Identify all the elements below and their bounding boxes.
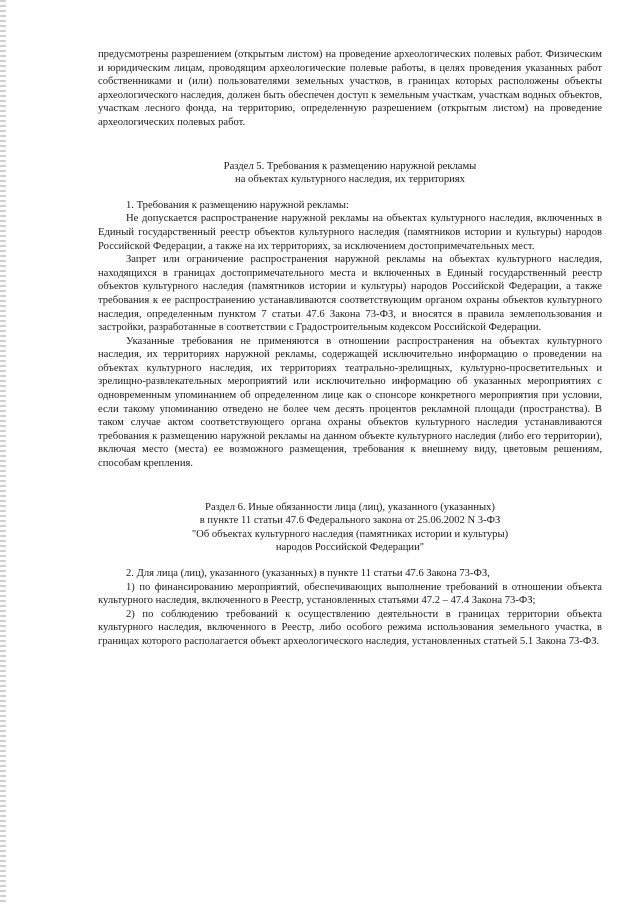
section-5-heading xyxy=(98,160,602,187)
document-page xyxy=(98,48,602,649)
section-5-paragraph-1: Не допускается распространение наружной рекламы на объектах культурного наследия, включенных в Единый государственный реестр объектов культурного наследия (памятников истории и культуры) народов Российской Федерации, а также на их территориях, за исключением достопримечательных мест. xyxy=(98,213,602,252)
scan-edge-artifact xyxy=(0,0,6,905)
section-6-heading xyxy=(98,501,602,555)
section-6-title-line-1: Раздел 6. Иные обязанности лица (лиц), указанного (указанных) xyxy=(205,501,495,513)
section-5-paragraph-2: Запрет или ограничение распространения наружной рекламы на объектах культурного наследия, находящихся в границах достопримечательного места и включенных в Единый государственный реестр объектов культурного наследия (памятников истории и культуры) народов Российской Федерации, а также требования к ее распространению устанавливаются соответствующим органом охраны объектов культурного наследия, определенным пунктом 7 статьи 47.6 Закона 73-ФЗ, и вносятся в правила землепользования и застройки, разработанные в соответствии с Градостроительным кодексом Российской Федерации. xyxy=(98,254,602,334)
section-6-title-line-2: в пункте 11 статьи 47.6 Федерального закона от 25.06.2002 N 3-ФЗ xyxy=(199,515,501,527)
section-6-title-line-3: "Об объектах культурного наследия (памятниках истории и культуры) xyxy=(191,528,509,540)
section-6-item-2: 2. Для лица (лиц), указанного (указанных) в пункте 11 статьи 47.6 Закона 73-ФЗ, xyxy=(126,568,490,579)
section-5-item-1: 1. Требования к размещению наружной рекламы: xyxy=(126,199,349,211)
section-6-subitem-1: 1) по финансированию мероприятий, обеспечивающих выполнение требований в отношении объекта культурного наследия, включенного в Реестр, установленных статьями 47.2 – 47.4 Закона 73-ФЗ; xyxy=(98,581,602,607)
section-6-title-line-4: народов Российской Федерации" xyxy=(275,542,425,554)
section-5-title-line-2: на объектах культурного наследия, их территориях xyxy=(235,174,465,186)
section-6-subitem-2: 2) по соблюдению требований к осуществлению деятельности в границах территории объекта культурного наследия, включенного в Реестр, либо особого режима использования земельного участка, в границах которого располагается объект археологического наследия, установленных статьей 5.1 Закона 73-ФЗ. xyxy=(98,608,602,647)
section-5-paragraph-3: Указанные требования не применяются в отношении распространения на объектах культурного наследия, их территориях наружной рекламы, содержащей исключительно информацию о проведении на объектах культурного наследия, их территориях театрально-зрелищных, культурно-просветительных и зрелищно-развлекательных мероприятий или исключительно информацию об указанных мероприятиях с одновременным упоминанием об определенном лице как о спонсоре конкретного мероприятия при условии, если такому упоминанию отведено не более чем десять процентов рекламной площади (пространства). В таком случае актом соответствующего органа охраны объектов культурного наследия устанавливаются требования к размещению наружной рекламы на данном объекте культурного наследия (либо его территории), включая место (места) ее возможного размещения, требования к внешнему виду, цветовым решениям, способам крепления. xyxy=(98,335,602,470)
section-5-title-line-1: Раздел 5. Требования к размещению наружной рекламы xyxy=(223,160,477,172)
continuation-paragraph: предусмотрены разрешением (открытым листом) на проведение археологических полевых работ. Физическим и юридическим лицам, проводящим археологические полевые работы, в целях проведения указанных работ собственниками и (или) пользователями земельных участков, в границах которых расположены объекты археологического наследия, должен быть обеспечен доступ к земельным участкам, участкам водных объектов, участкам лесного фонда, на территорию, определенную разрешением (открытым листом) на проведение археологических полевых работ. xyxy=(98,49,602,128)
